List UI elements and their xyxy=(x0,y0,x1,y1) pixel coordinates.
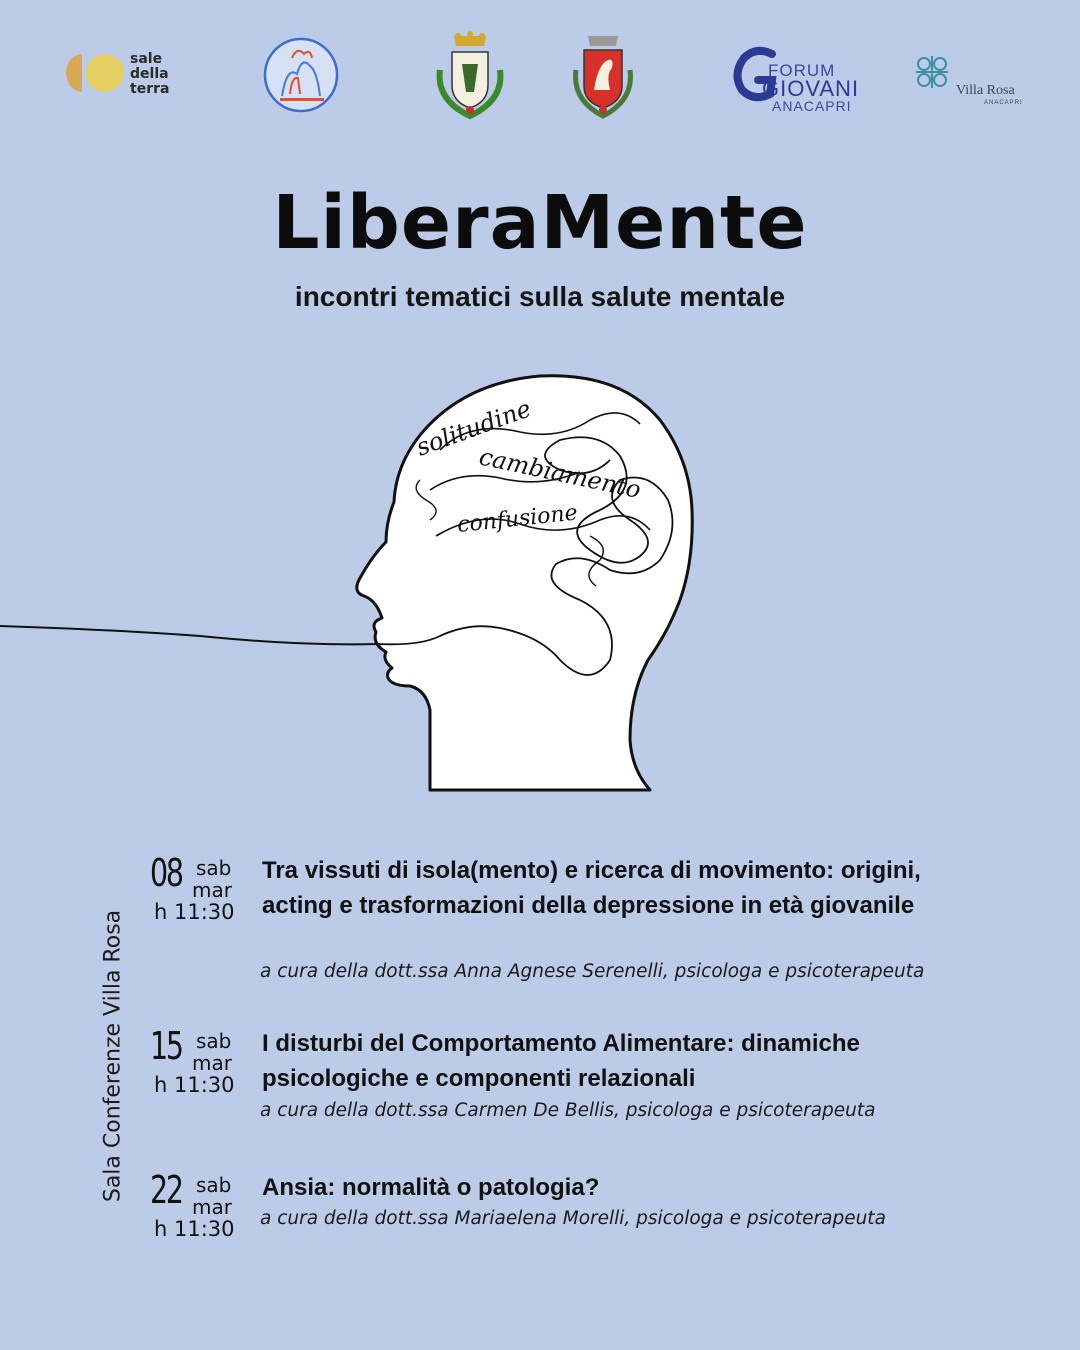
event-item xyxy=(150,1026,1050,1136)
illustration-word-2: cambiamento xyxy=(476,442,644,505)
venue-label: Sala Conferenze Villa Rosa xyxy=(100,909,126,1203)
event-time: h 11:30 xyxy=(154,1217,235,1241)
event-item xyxy=(150,1170,1050,1250)
page-subtitle: incontri tematici sulla salute mentale xyxy=(294,281,786,312)
coat-of-arms-anacapri xyxy=(568,30,638,120)
event-title: I disturbi del Comportamento Alimentare: dinamiche psicologiche e componenti relazionali xyxy=(262,1030,860,1092)
event-month: mar xyxy=(192,878,232,902)
event-time: h 11:30 xyxy=(154,1073,235,1097)
event-day: 22 xyxy=(150,1168,182,1212)
forum-wordmark: FORUM xyxy=(768,61,836,80)
event-title: Ansia: normalità o patologia? xyxy=(262,1174,600,1201)
illustration-word-3: confusione xyxy=(456,500,579,538)
event-time: h 11:30 xyxy=(154,900,235,924)
sale-della-terra-logo xyxy=(60,30,180,120)
event-day: 15 xyxy=(150,1024,182,1068)
event-month: mar xyxy=(192,1051,232,1075)
event-curator: a cura della dott.ssa Mariaelena Morelli, psicologa e psicoterapeuta xyxy=(260,1208,886,1229)
villa-rosa-logo xyxy=(912,50,1052,106)
villa-rosa-subtitle: ANACAPRI xyxy=(984,100,1023,106)
event-curator: a cura della dott.ssa Carmen De Bellis, psicologa e psicoterapeuta xyxy=(260,1100,876,1121)
coat-of-arms-capri xyxy=(430,30,510,120)
event-weekday: sab xyxy=(196,1029,232,1053)
page-title: LiberaMente xyxy=(272,180,808,266)
event-item xyxy=(150,853,1050,993)
partner-logos xyxy=(0,30,1080,120)
event-title: Tra vissuti di isola(mento) e ricerca di movimento: origini, acting e trasformazioni della depressione in età giovanile xyxy=(262,857,921,919)
event-month: mar xyxy=(192,1195,232,1219)
forum-giovani-anacapri-logo xyxy=(728,40,868,114)
event-weekday: sab xyxy=(196,1173,232,1197)
event-weekday: sab xyxy=(196,856,232,880)
giovani-wordmark: GIOVANI xyxy=(762,76,860,101)
event-day: 08 xyxy=(150,851,182,895)
head-illustration xyxy=(0,360,1080,810)
anacapri-wordmark: ANACAPRI xyxy=(772,98,852,114)
event-curator: a cura della dott.ssa Anna Agnese Serenelli, psicologa e psicoterapeuta xyxy=(260,961,925,982)
forum-logo-circle xyxy=(262,36,342,116)
illustration-word-1: solitudine xyxy=(412,394,535,462)
sale-della-terra-wordmark: sale della terra xyxy=(130,51,170,97)
villa-rosa-wordmark: Villa Rosa xyxy=(956,83,1015,98)
